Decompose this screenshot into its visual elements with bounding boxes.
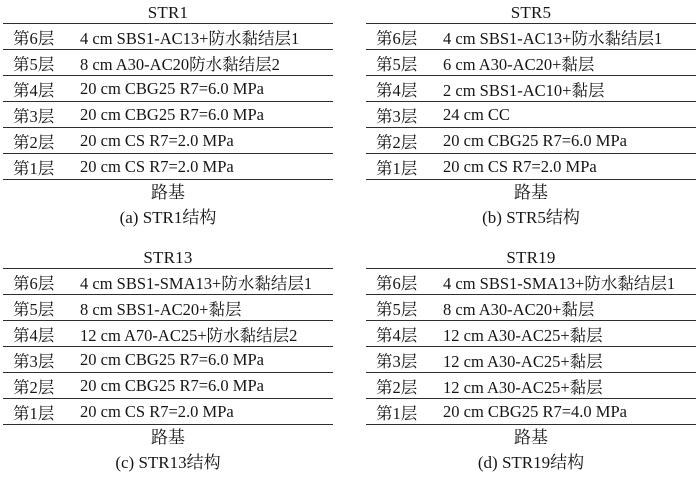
table-row bbox=[3, 321, 333, 347]
table-title: STR1 bbox=[147, 3, 189, 22]
layer-desc: 20 cm CS R7=2.0 MPa bbox=[443, 156, 597, 176]
table-row bbox=[366, 373, 696, 399]
layer-label: 第4层 bbox=[376, 325, 418, 345]
table-title: STR13 bbox=[143, 248, 193, 267]
table-row bbox=[366, 321, 696, 347]
table-row bbox=[3, 24, 333, 50]
layer-desc: 4 cm SBS1-AC13+防水黏结层1 bbox=[443, 28, 663, 48]
layer-label: 第1层 bbox=[376, 158, 418, 178]
table-row bbox=[366, 154, 696, 180]
layer-desc: 8 cm A30-AC20+黏层 bbox=[443, 299, 595, 319]
panel-grid bbox=[3, 2, 696, 475]
layer-desc: 20 cm CBG25 R7=4.0 MPa bbox=[443, 401, 627, 421]
layer-desc: 20 cm CBG25 R7=6.0 MPa bbox=[80, 375, 264, 395]
layer-label: 第3层 bbox=[13, 106, 55, 126]
layer-label: 第2层 bbox=[376, 377, 418, 397]
table-row bbox=[3, 76, 333, 102]
roadbed-label: 路基 bbox=[151, 183, 185, 202]
layer-desc: 20 cm CS R7=2.0 MPa bbox=[80, 130, 234, 150]
layer-desc: 8 cm A30-AC20防水黏结层2 bbox=[80, 54, 280, 74]
layer-label: 第2层 bbox=[376, 132, 418, 152]
layer-desc: 20 cm CS R7=2.0 MPa bbox=[80, 401, 234, 421]
layer-desc: 20 cm CBG25 R7=6.0 MPa bbox=[443, 130, 627, 150]
layer-label: 第6层 bbox=[376, 273, 418, 293]
panel-caption: (d) STR19结构 bbox=[477, 453, 585, 472]
table-row bbox=[366, 399, 696, 425]
layer-label: 第1层 bbox=[13, 403, 55, 423]
panel-caption: (b) STR5结构 bbox=[482, 208, 580, 227]
structure-table bbox=[3, 23, 333, 180]
layer-label: 第3层 bbox=[13, 351, 55, 371]
table-row bbox=[366, 347, 696, 373]
table-title: STR5 bbox=[510, 3, 552, 22]
table-row bbox=[366, 295, 696, 321]
layer-desc: 20 cm CBG25 R7=6.0 MPa bbox=[80, 349, 264, 369]
layer-label: 第4层 bbox=[376, 80, 418, 100]
layer-desc: 20 cm CBG25 R7=6.0 MPa bbox=[80, 104, 264, 124]
table-row bbox=[3, 102, 333, 128]
table-row bbox=[366, 76, 696, 102]
layer-label: 第4层 bbox=[13, 325, 55, 345]
layer-label: 第3层 bbox=[376, 106, 418, 126]
layer-label: 第2层 bbox=[13, 132, 55, 152]
panel-str5 bbox=[366, 2, 696, 230]
layer-desc: 2 cm SBS1-AC10+黏层 bbox=[443, 80, 605, 100]
layer-label: 第6层 bbox=[13, 273, 55, 293]
table-row bbox=[3, 295, 333, 321]
structure-table bbox=[366, 23, 696, 180]
layer-desc: 8 cm SBS1-AC20+黏层 bbox=[80, 299, 242, 319]
table-row bbox=[3, 50, 333, 76]
table-row bbox=[3, 347, 333, 373]
panel-str13 bbox=[3, 247, 333, 475]
layer-label: 第6层 bbox=[13, 28, 55, 48]
layer-desc: 12 cm A70-AC25+防水黏结层2 bbox=[80, 325, 298, 345]
panel-str19 bbox=[366, 247, 696, 475]
layer-desc: 20 cm CBG25 R7=6.0 MPa bbox=[80, 78, 264, 98]
layer-desc: 4 cm SBS1-AC13+防水黏结层1 bbox=[80, 28, 300, 48]
table-row bbox=[3, 269, 333, 295]
panel-str1 bbox=[3, 2, 333, 230]
table-row bbox=[366, 269, 696, 295]
layer-label: 第3层 bbox=[376, 351, 418, 371]
panel-caption: (a) STR1结构 bbox=[119, 208, 217, 227]
roadbed-label: 路基 bbox=[151, 428, 185, 447]
layer-label: 第4层 bbox=[13, 80, 55, 100]
layer-desc: 4 cm SBS1-SMA13+防水黏结层1 bbox=[80, 273, 313, 293]
layer-desc: 4 cm SBS1-SMA13+防水黏结层1 bbox=[443, 273, 676, 293]
layer-label: 第1层 bbox=[376, 403, 418, 423]
table-row bbox=[366, 50, 696, 76]
layer-label: 第6层 bbox=[376, 28, 418, 48]
table-row bbox=[366, 128, 696, 154]
layer-desc: 6 cm A30-AC20+黏层 bbox=[443, 54, 595, 74]
layer-label: 第2层 bbox=[13, 377, 55, 397]
structure-table bbox=[366, 268, 696, 425]
layer-desc: 12 cm A30-AC25+黏层 bbox=[443, 377, 603, 397]
table-row bbox=[3, 373, 333, 399]
table-row bbox=[3, 154, 333, 180]
layer-desc: 20 cm CS R7=2.0 MPa bbox=[80, 156, 234, 176]
table-row bbox=[3, 399, 333, 425]
layer-desc: 12 cm A30-AC25+黏层 bbox=[443, 325, 603, 345]
table-title: STR19 bbox=[506, 248, 556, 267]
structure-table bbox=[3, 268, 333, 425]
table-row bbox=[3, 128, 333, 154]
table-row bbox=[366, 102, 696, 128]
roadbed-label: 路基 bbox=[514, 428, 548, 447]
layer-label: 第5层 bbox=[376, 54, 418, 74]
layer-label: 第5层 bbox=[13, 299, 55, 319]
panel-caption: (c) STR13结构 bbox=[115, 453, 221, 472]
roadbed-label: 路基 bbox=[514, 183, 548, 202]
layer-desc: 12 cm A30-AC25+黏层 bbox=[443, 351, 603, 371]
layer-label: 第5层 bbox=[376, 299, 418, 319]
layer-label: 第1层 bbox=[13, 158, 55, 178]
table-row bbox=[366, 24, 696, 50]
layer-label: 第5层 bbox=[13, 54, 55, 74]
layer-desc: 24 cm CC bbox=[443, 104, 510, 124]
